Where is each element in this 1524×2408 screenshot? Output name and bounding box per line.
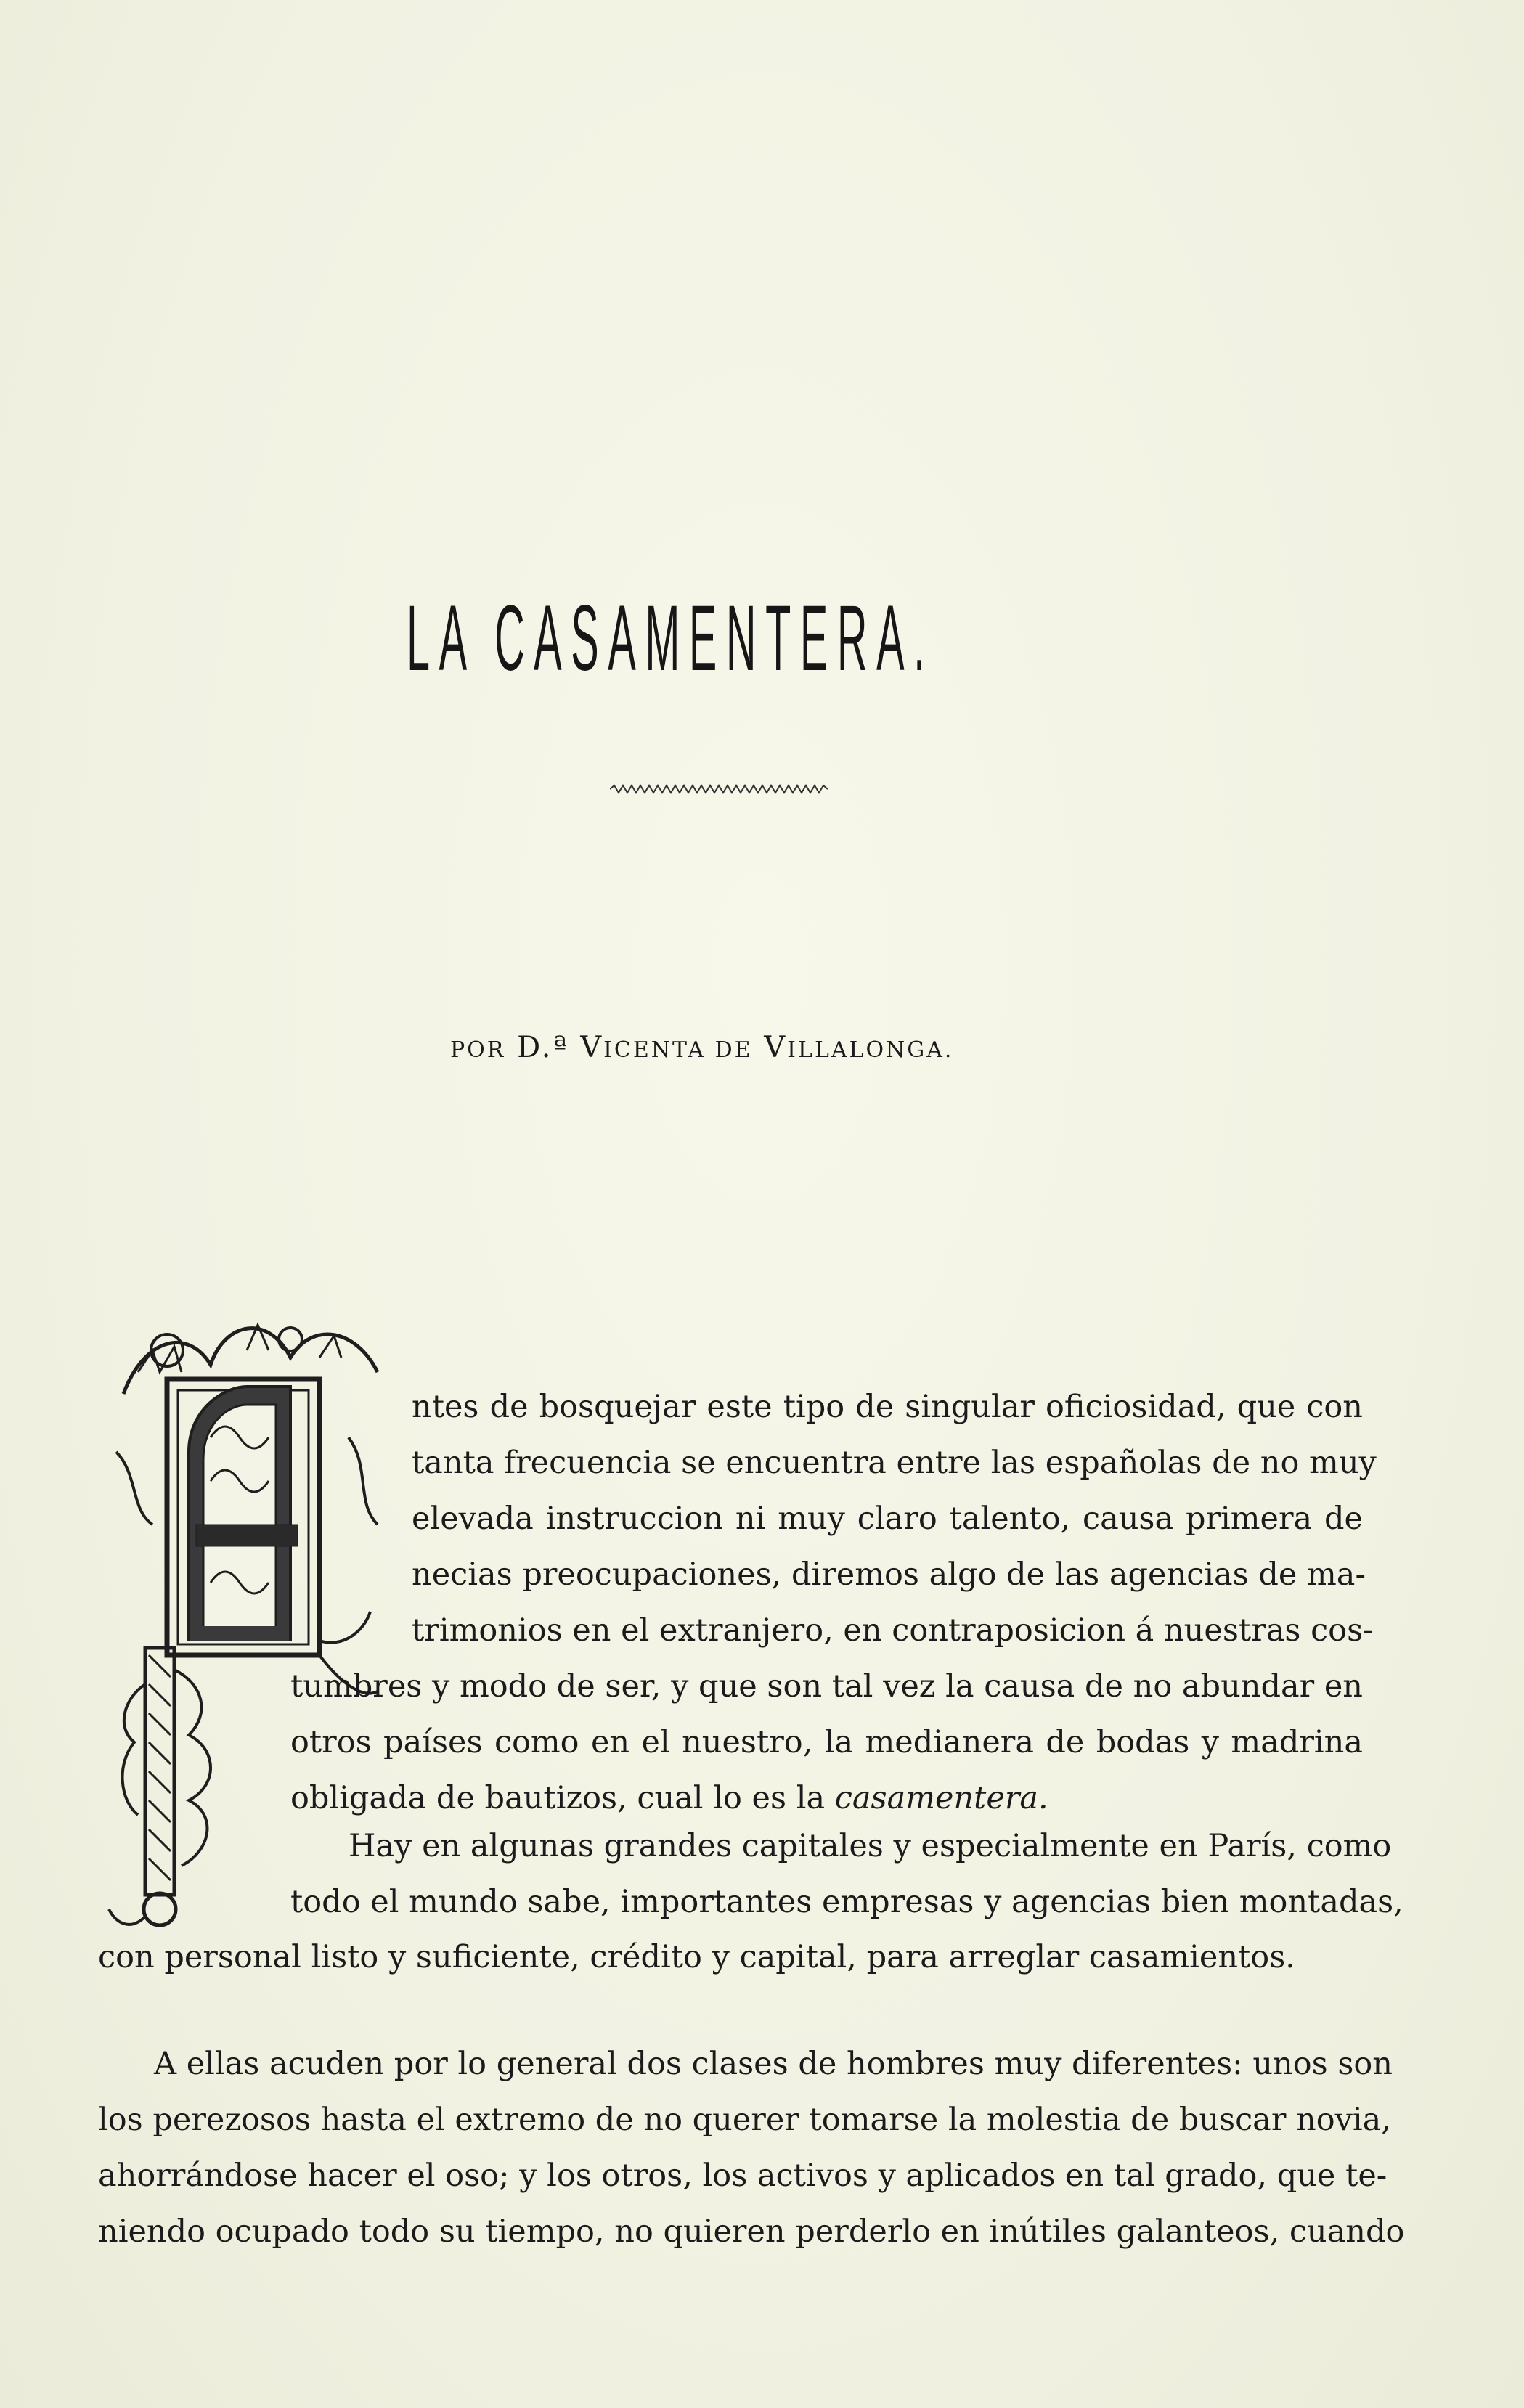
byline-por: POR	[450, 1037, 506, 1063]
text-line: con personal listo y suficiente, crédito y capital, para arreglar casamientos.	[98, 1939, 1295, 1975]
text-line: elevada instruccion ni muy claro talento, causa primera de	[412, 1501, 1363, 1537]
text-line: necias preocupaciones, diremos algo de las agencias de ma-	[412, 1556, 1366, 1593]
text-line: ahorrándose hacer el oso; y los otros, los activos y aplicados en tal grado, que te-	[98, 2158, 1388, 2194]
byline-name-rest: ICENTA DE	[603, 1037, 753, 1063]
paragraph-1-beside-initial	[412, 1379, 1377, 1659]
text-line: tanta frecuencia se encuentra entre las españolas de no muy	[412, 1445, 1377, 1481]
text-line: niendo ocupado todo su tiempo, no quieren perderlo en inútiles galanteos, cuando	[98, 2213, 1405, 2250]
text-line: ntes de bosquejar este tipo de singular oficiosidad, que con	[412, 1389, 1363, 1425]
text-line: Hay en algunas grandes capitales y especialmente en París, como	[349, 1828, 1392, 1864]
text-line: tumbres y modo de ser, y que son tal vez la causa de no abundar en	[290, 1668, 1363, 1705]
text-line: otros países como en el nuestro, la medianera de bodas y madrina	[290, 1724, 1363, 1760]
author-byline	[450, 1031, 1104, 1064]
text-line: los perezosos hasta el extremo de no querer tomarse la molestia de buscar novia,	[98, 2102, 1391, 2138]
byline-name-initial: V	[580, 1031, 604, 1064]
paragraph-2-full	[98, 1930, 1363, 1985]
text-line: A ellas acuden por lo general dos clases de hombres muy diferentes: unos son	[154, 2046, 1393, 2082]
title-divider-ornament	[610, 784, 828, 794]
paragraph-1-lower	[290, 1659, 1363, 1827]
text-italic-casamentera: casamentera.	[834, 1780, 1048, 1816]
text-line: todo el mundo sabe, importantes empresas y agencias bien montadas,	[290, 1884, 1403, 1920]
text-line: trimonios en el extranjero, en contraposicion á nuestras cos-	[412, 1612, 1374, 1649]
article-title: LA CASAMENTERA.	[407, 587, 934, 690]
byline-da: D.ª	[517, 1031, 569, 1064]
byline-surname-rest: ILLALONGA.	[787, 1037, 954, 1063]
paragraph-3	[98, 2036, 1405, 2260]
byline-surname-initial: V	[764, 1031, 788, 1064]
text-plain: obligada de bautizos, cual lo es la	[290, 1780, 826, 1816]
paragraph-2-indented	[290, 1819, 1403, 1930]
